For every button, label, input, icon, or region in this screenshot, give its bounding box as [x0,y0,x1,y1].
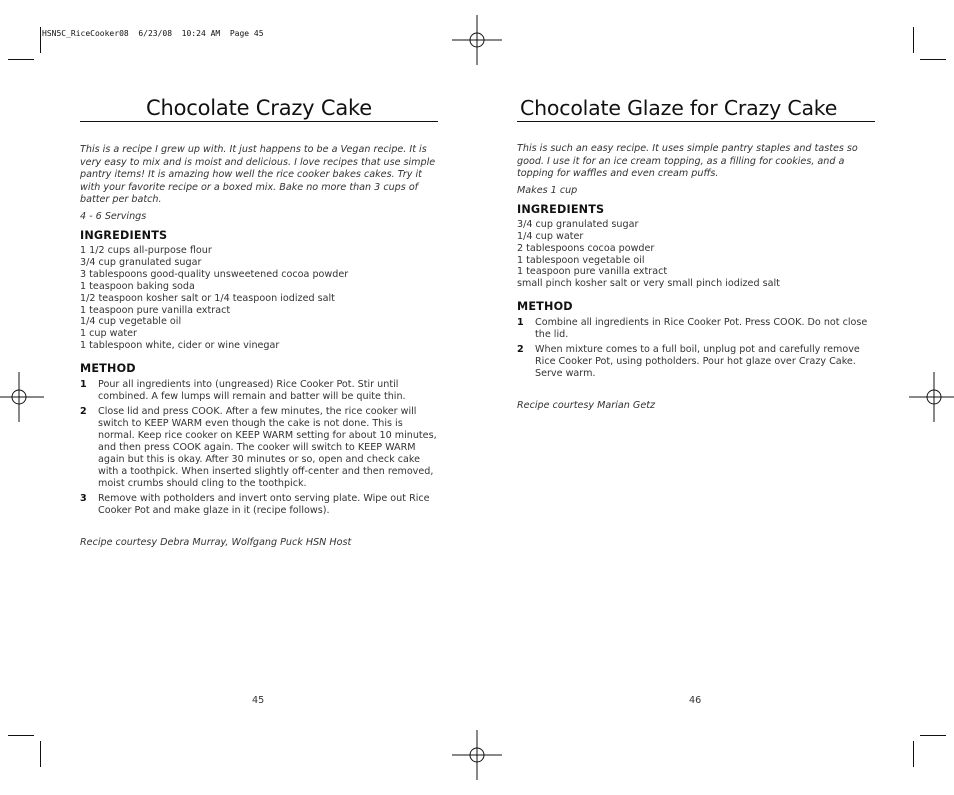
list-item: 2 tablespoons cocoa powder [517,242,655,254]
list-item: 1 1/2 cups all-purpose flour [80,244,212,256]
print-slug: HSN5C_RiceCooker08 6/23/08 10:24 AM Page 45 [42,29,264,38]
list-item: 1 cup water [80,328,137,340]
crop-mark [913,741,914,767]
method-steps [80,379,438,517]
crop-mark [8,59,34,60]
crop-mark [8,735,34,736]
page-number: 46 [689,695,702,706]
step-text: Combine all ingredients in Rice Cooker Pot. Press COOK. Do not close the lid. [535,317,868,341]
step-number: 2 [517,344,524,356]
recipe-intro: This is such an easy recipe. It uses simple pantry staples and tastes so good. I use it for an ice cream topping, as a filling for cookies, and a topping for waffles and even cream puffs. [517,143,858,180]
list-item: 1/2 teaspoon kosher salt or 1/4 teaspoon iodized salt [80,292,335,304]
list-item [517,317,875,341]
registration-mark-icon [452,15,502,65]
page-number: 45 [252,695,265,706]
servings: 4 - 6 Servings [80,210,147,222]
step-text: Remove with potholders and invert onto serving plate. Wipe out Rice Cooker Pot and make glaze in it (recipe follows). [98,493,430,517]
method-heading: METHOD [517,300,573,314]
page-title: Chocolate Glaze for Crazy Cake [517,96,875,122]
ingredients-heading: INGREDIENTS [517,202,605,216]
step-number: 2 [80,406,87,418]
method-steps [517,317,875,380]
right-page [517,96,875,412]
step-text: When mixture comes to a full boil, unplug pot and carefully remove Rice Cooker Pot, using potholders. Pour hot glaze over Crazy Cake. Serve warm. [535,344,860,380]
list-item [80,406,438,490]
step-number: 1 [517,317,524,329]
list-item: 3/4 cup granulated sugar [80,256,202,268]
servings: Makes 1 cup [517,184,578,196]
recipe-intro: This is a recipe I grew up with. It just happens to be a Vegan recipe. It is very easy to mix and is moist and delicious. I love recipes that use simple pantry items! It is amazing how well the rice cooker bakes cakes. Try it with your favorite recipe or a boxed mix. Bake no more than 3 cups of batter per batch. [80,144,436,206]
list-item: 1 tablespoon vegetable oil [517,254,645,266]
registration-mark-icon [909,372,954,422]
ingredients-list [517,219,875,290]
step-text: Pour all ingredients into (ungreased) Rice Cooker Pot. Stir until combined. A few lumps will remain and batter will be quite thin. [98,379,406,403]
list-item: 1/4 cup vegetable oil [80,316,182,328]
crop-mark [913,27,914,53]
ingredients-list [80,245,438,352]
list-item: 1 teaspoon pure vanilla extract [80,304,231,316]
recipe-credit: Recipe courtesy Marian Getz [517,400,656,412]
list-item: 3/4 cup granulated sugar [517,218,639,230]
list-item: 1/4 cup water [517,230,584,242]
recipe-credit: Recipe courtesy Debra Murray, Wolfgang Puck HSN Host [80,537,352,549]
step-number: 3 [80,493,87,505]
left-page [80,96,438,549]
list-item: small pinch kosher salt or very small pinch iodized salt [517,278,780,290]
list-item: 3 tablespoons good-quality unsweetened cocoa powder [80,268,349,280]
crop-mark [40,741,41,767]
crop-mark [920,735,946,736]
page-title: Chocolate Crazy Cake [80,96,438,122]
list-item: 1 tablespoon white, cider or wine vinegar [80,340,280,352]
list-item: 1 teaspoon pure vanilla extract [517,266,668,278]
method-heading: METHOD [80,362,136,376]
list-item [517,344,875,380]
list-item: 1 teaspoon baking soda [80,280,195,292]
list-item [80,493,438,517]
crop-mark [40,27,41,53]
registration-mark-icon [452,730,502,780]
registration-mark-icon [0,372,44,422]
step-text: Close lid and press COOK. After a few minutes, the rice cooker will switch to KEEP WARM even though the cake is not done. This is normal. Keep rice cooker on KEEP WARM setting for about 10 minutes, and then press COOK again. The cooker will switch to KEEP WARM again but this is okay. After 30 minutes or so, open and check cake with a toothpick. When inserted slightly off-center and then removed, moist crumbs should cling to the toothpick. [98,406,437,490]
ingredients-heading: INGREDIENTS [80,228,168,242]
crop-mark [920,59,946,60]
step-number: 1 [80,379,87,391]
list-item [80,379,438,403]
